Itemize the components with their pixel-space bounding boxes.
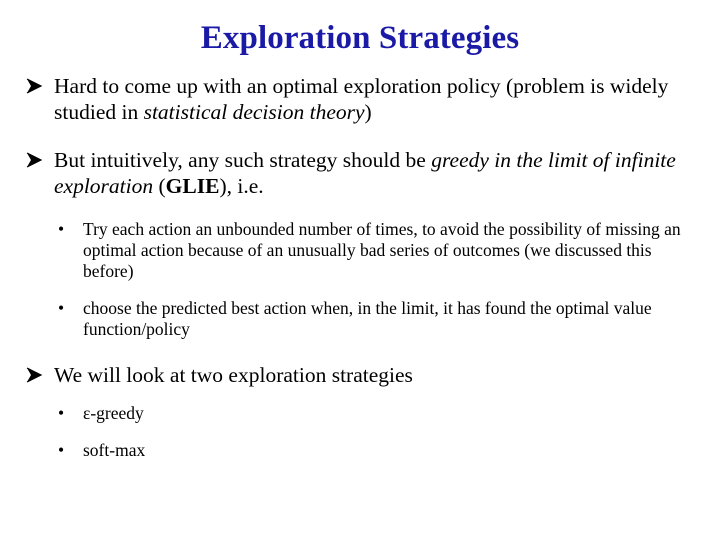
bullet-text-part: ), i.e.: [219, 174, 264, 198]
slide-title: Exploration Strategies: [200, 20, 520, 56]
sub-bullet-text: ε-greedy: [83, 403, 144, 423]
bullet-text-part: (: [153, 174, 166, 198]
sub-bullet-text: Try each action an unbounded number of times, to avoid the possibility of missing an optimal action because of an unusually bad series of outcomes (we discussed this before): [83, 219, 681, 281]
bullet-text: We will look at two exploration strategies: [54, 363, 413, 387]
dot-bullet-icon: •: [58, 440, 65, 460]
bullet-item: [24, 362, 694, 388]
emphasis-text: greedy in the limit of infinite exploration: [54, 148, 676, 198]
bullet-item: [24, 147, 694, 199]
sub-bullet-text: choose the predicted best action when, in the limit, it has found the optimal value function/policy: [83, 298, 652, 339]
sub-bullet-item: [58, 403, 688, 424]
dot-bullet-icon: •: [58, 219, 65, 239]
arrow-bullet-icon: [24, 76, 44, 96]
sub-bullet-text: soft-max: [83, 440, 146, 460]
dot-bullet-icon: •: [58, 298, 65, 318]
bullet-text-part: ): [364, 100, 372, 124]
acronym-text: GLIE: [165, 174, 220, 198]
sub-bullet-item: [58, 298, 688, 340]
bullet-item: [24, 73, 694, 125]
sub-bullet-item: [58, 219, 688, 282]
emphasis-text: statistical decision theory: [143, 100, 365, 124]
dot-bullet-icon: •: [58, 403, 65, 423]
sub-bullet-item: [58, 440, 688, 461]
bullet-text-part: But intuitively, any such strategy should be: [54, 148, 432, 172]
arrow-bullet-icon: [24, 150, 44, 170]
bullet-text-part: Hard to come up with an optimal exploration policy (problem is widely studied in: [54, 74, 669, 124]
bullet-text: [54, 147, 694, 199]
bullet-text: [54, 73, 694, 125]
arrow-bullet-icon: [24, 365, 44, 385]
